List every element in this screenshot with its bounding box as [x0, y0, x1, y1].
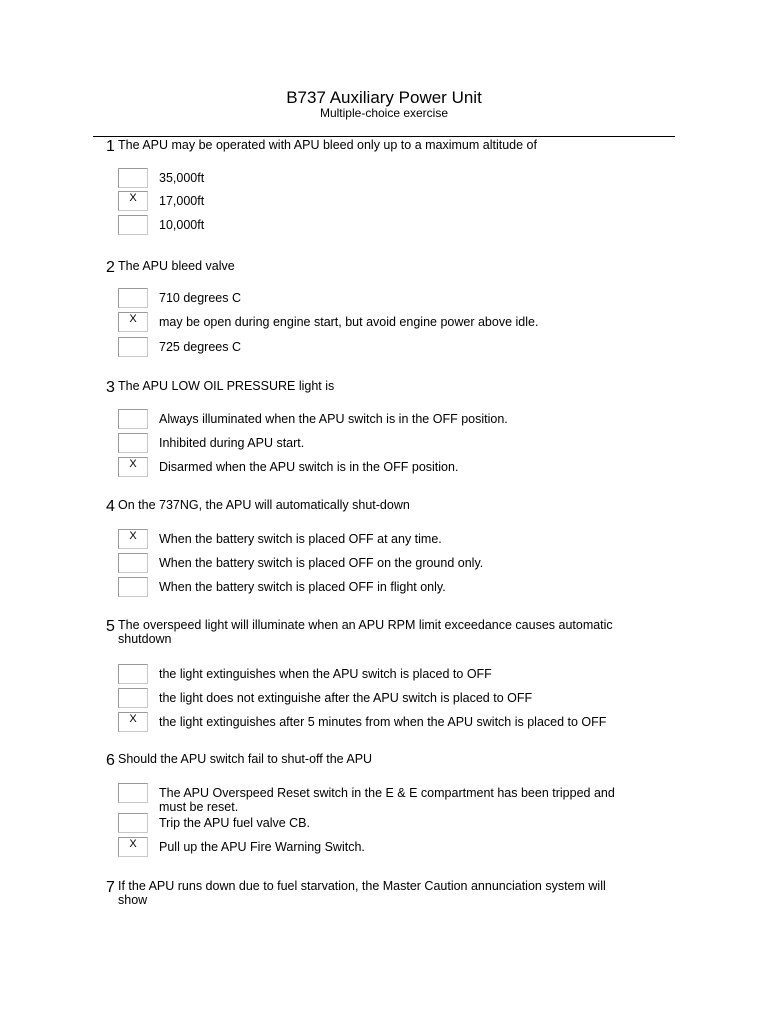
option [0, 837, 768, 859]
option-text: 10,000ft [159, 218, 205, 232]
option [0, 433, 768, 455]
option-text: 17,000ft [159, 194, 205, 208]
page-title: B737 Auxiliary Power Unit [286, 88, 482, 107]
option [0, 312, 768, 334]
option [0, 409, 768, 431]
option-text: When the battery switch is placed OFF in flight only. [159, 580, 446, 594]
option-text: Trip the APU fuel valve CB. [159, 816, 310, 830]
answer-checkbox[interactable] [118, 688, 148, 708]
answer-checkbox[interactable] [118, 664, 148, 684]
question-number: 3 [106, 379, 115, 396]
option-text: the light extinguishes when the APU switch is placed to OFF [159, 667, 492, 681]
option [0, 457, 768, 479]
option [0, 529, 768, 551]
option-text: 725 degrees C [159, 340, 242, 354]
question-text: The APU LOW OIL PRESSURE light is [118, 379, 335, 393]
answer-checkbox[interactable] [118, 337, 148, 357]
answer-checkbox[interactable] [118, 409, 148, 429]
question-text: On the 737NG, the APU will automatically shut-down [118, 498, 410, 512]
option-text: When the battery switch is placed OFF on the ground only. [159, 556, 484, 570]
option [0, 288, 768, 310]
question-text: The APU bleed valve [118, 259, 235, 273]
option-text: may be open during engine start, but avoid engine power above idle. [159, 315, 539, 329]
answer-checkbox[interactable]: X [118, 191, 148, 211]
answer-checkbox[interactable] [118, 433, 148, 453]
option [0, 168, 768, 190]
question-text: Should the APU switch fail to shut-off the APU [118, 752, 373, 766]
option-text: The APU Overspeed Reset switch in the E & E compartment has been tripped and must be reset. [159, 786, 615, 814]
option [0, 337, 768, 359]
answer-checkbox[interactable] [118, 783, 148, 803]
answer-checkbox[interactable]: X [118, 529, 148, 549]
option-text: the light does not extinguishe after the APU switch is placed to OFF [159, 691, 533, 705]
question-number: 6 [106, 752, 115, 769]
answer-checkbox[interactable]: X [118, 837, 148, 857]
answer-checkbox[interactable]: X [118, 312, 148, 332]
page-subtitle: Multiple-choice exercise [319, 106, 449, 120]
option [0, 783, 768, 813]
option-text: 710 degrees C [159, 291, 242, 305]
question-number: 1 [106, 138, 115, 155]
question-text: If the APU runs down due to fuel starvation, the Master Caution annunciation system will show [118, 879, 606, 907]
question-number: 4 [106, 498, 115, 515]
answer-checkbox[interactable] [118, 288, 148, 308]
question-number: 5 [106, 618, 115, 635]
option [0, 191, 768, 213]
answer-checkbox[interactable] [118, 553, 148, 573]
option-text: Inhibited during APU start. [159, 436, 305, 450]
answer-checkbox[interactable] [118, 577, 148, 597]
answer-checkbox[interactable]: X [118, 457, 148, 477]
option [0, 813, 768, 835]
answer-checkbox[interactable]: X [118, 712, 148, 732]
option-text: Always illuminated when the APU switch is in the OFF position. [159, 412, 508, 426]
question-number: 7 [106, 879, 115, 896]
option-text: When the battery switch is placed OFF at any time. [159, 532, 442, 546]
option [0, 577, 768, 599]
option-text: the light extinguishes after 5 minutes from when the APU switch is placed to OFF [159, 715, 607, 729]
question-number: 2 [106, 259, 115, 276]
answer-checkbox[interactable] [118, 168, 148, 188]
option-text: 35,000ft [159, 171, 205, 185]
question-text: The APU may be operated with APU bleed only up to a maximum altitude of [118, 138, 537, 152]
option-text: Pull up the APU Fire Warning Switch. [159, 840, 365, 854]
option-text: Disarmed when the APU switch is in the OFF position. [159, 460, 459, 474]
option [0, 553, 768, 575]
answer-checkbox[interactable] [118, 813, 148, 833]
option [0, 215, 768, 237]
option [0, 664, 768, 686]
question-text: The overspeed light will illuminate when an APU RPM limit exceedance causes automatic shutdown [118, 618, 613, 646]
option [0, 712, 768, 734]
option [0, 688, 768, 710]
header-divider [93, 136, 675, 137]
answer-checkbox[interactable] [118, 215, 148, 235]
